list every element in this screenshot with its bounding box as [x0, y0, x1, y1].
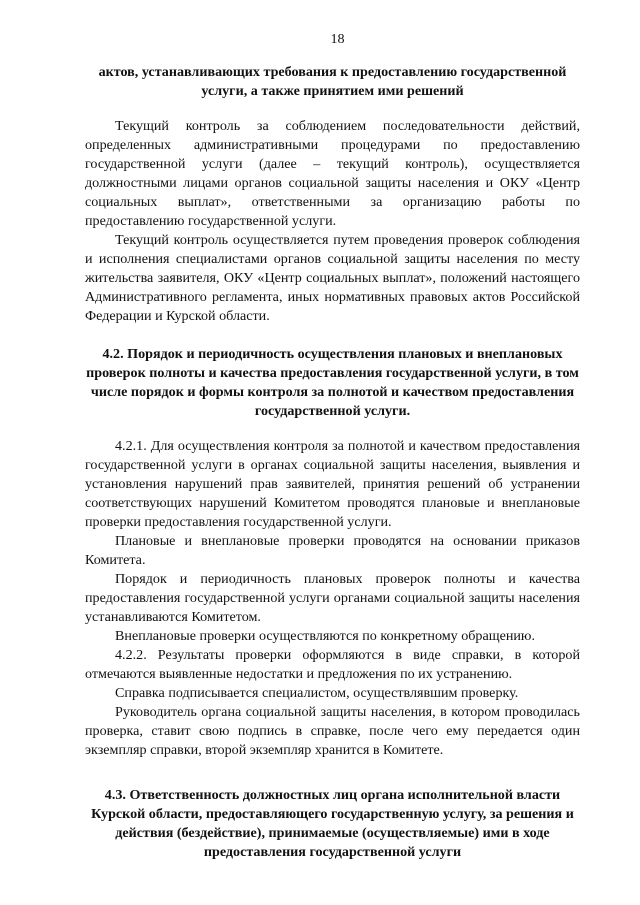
paragraph: Текущий контроль осуществляется путем проведения проверок соблюдения и исполнения специалистами органов социальной защиты населения по месту жительства заявителя, ОКУ «Центр социальных выплат», положений настоящего Административного регламента, иных нормативных правовых актов Российской Федерации и Курской области. — [85, 232, 580, 324]
paragraph: 4.2.2. Результаты проверки оформляются в виде справки, в которой отмечаются выявленные недостатки и предложения по их устранению. — [85, 647, 580, 682]
paragraphs-a — [85, 117, 580, 326]
paragraph: Текущий контроль за соблюдением последовательности действий, определенных административными процедурами по предоставлению государственной услуги (далее – текущий контроль), осуществляется должностными лицами органов социальной защиты населения и ОКУ «Центр социальных выплат», ответственными за организацию работы по предоставлению государственной услуги. — [85, 118, 580, 229]
paragraph: 4.2.1. Для осуществления контроля за полнотой и качеством предоставления государственной услуги в органах социальной защиты населения, выявления и установления нарушений прав заявителей, принятия решений об устранении соответствующих нарушений Комитетом проводятся плановые и внеплановые проверки предоставления государственной услуги. — [85, 438, 580, 530]
paragraph: Руководитель органа социальной защиты населения, в котором проводилась проверка, ставит свою подпись в справке, после чего ему передается один экземпляр справки, второй экземпляр хранится в Комитете. — [85, 704, 580, 758]
section-4-2-heading: 4.2. Порядок и периодичность осуществления плановых и внеплановых проверок полноты и качества предоставления государственной услуги, в том числе порядок и формы контроля за полнотой и качеством предоставления государственной услуги. — [86, 346, 579, 419]
section-4-3-heading: 4.3. Ответственность должностных лиц органа исполнительной власти Курской области, предоставляющего государственную услугу, за решения и действия (бездействие), принимаемые (осуществляемые) ими в ходе предоставления государственной услуги — [91, 787, 574, 860]
intro-heading: актов, устанавливающих требования к предоставлению государственной услуги, а также принятием ими решений — [98, 64, 567, 99]
paragraph: Порядок и периодичность плановых проверок полноты и качества предоставления государственной услуги органами социальной защиты населения устанавливаются Комитетом. — [85, 571, 580, 625]
page-number: 18 — [330, 31, 345, 47]
paragraph: Справка подписывается специалистом, осуществлявшим проверку. — [115, 685, 519, 701]
paragraph: Плановые и внеплановые проверки проводятся на основании приказов Комитета. — [85, 533, 580, 568]
paragraph: Внеплановые проверки осуществляются по конкретному обращению. — [115, 628, 535, 644]
paragraphs-b — [85, 437, 580, 760]
